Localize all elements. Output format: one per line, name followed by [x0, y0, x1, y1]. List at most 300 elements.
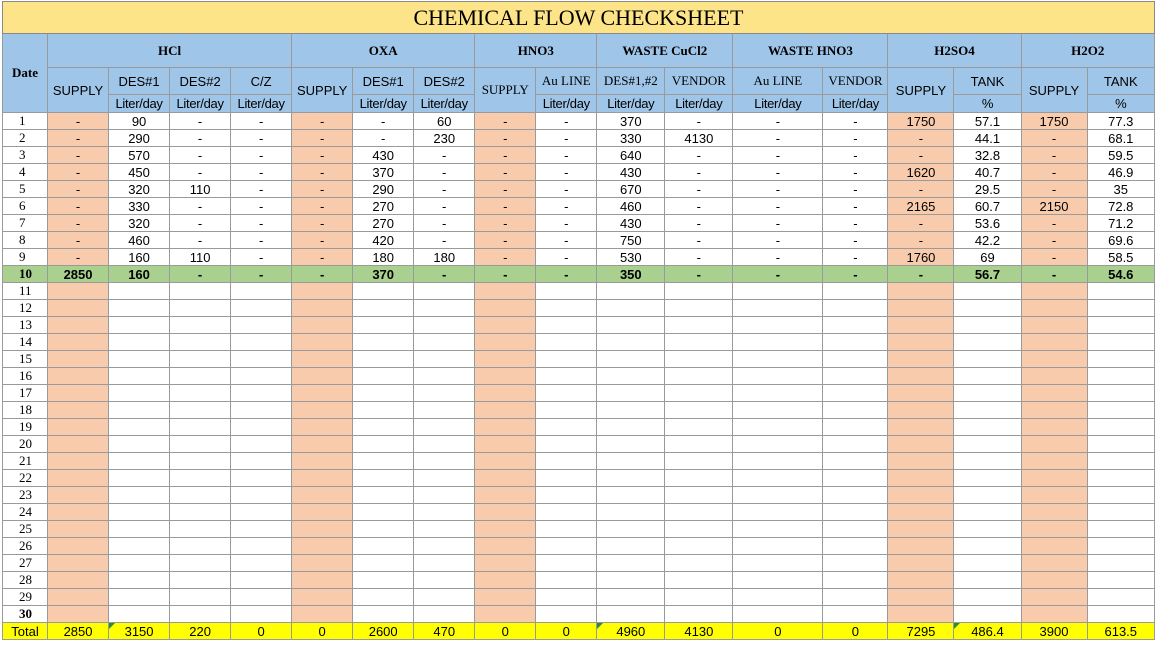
data-cell[interactable]: - [48, 232, 109, 249]
data-cell[interactable] [170, 436, 231, 453]
data-cell[interactable] [1021, 334, 1087, 351]
data-cell[interactable]: - [733, 198, 823, 215]
data-cell[interactable]: - [48, 215, 109, 232]
data-cell[interactable]: - [888, 181, 954, 198]
data-cell[interactable] [48, 606, 109, 623]
data-cell[interactable] [888, 419, 954, 436]
data-cell[interactable] [353, 385, 414, 402]
data-cell[interactable]: 430 [597, 164, 665, 181]
data-cell[interactable] [48, 521, 109, 538]
data-cell[interactable]: 57.1 [954, 113, 1021, 130]
data-cell[interactable]: - [414, 215, 475, 232]
data-cell[interactable] [353, 436, 414, 453]
data-cell[interactable]: - [888, 232, 954, 249]
data-cell[interactable] [536, 453, 597, 470]
data-cell[interactable] [888, 521, 954, 538]
data-cell[interactable]: - [665, 147, 733, 164]
data-cell[interactable]: - [888, 147, 954, 164]
data-cell[interactable] [665, 589, 733, 606]
data-cell[interactable]: - [170, 232, 231, 249]
data-cell[interactable] [475, 470, 536, 487]
data-cell[interactable] [954, 385, 1021, 402]
data-cell[interactable] [1021, 606, 1087, 623]
data-cell[interactable] [536, 368, 597, 385]
data-cell[interactable] [597, 368, 665, 385]
data-cell[interactable]: - [414, 198, 475, 215]
data-cell[interactable] [665, 402, 733, 419]
data-cell[interactable]: - [231, 215, 292, 232]
data-cell[interactable] [475, 300, 536, 317]
data-cell[interactable] [888, 572, 954, 589]
data-cell[interactable] [414, 470, 475, 487]
data-cell[interactable] [597, 436, 665, 453]
data-cell[interactable] [536, 283, 597, 300]
data-cell[interactable]: - [1021, 232, 1087, 249]
data-cell[interactable] [109, 470, 170, 487]
data-cell[interactable] [170, 368, 231, 385]
data-cell[interactable] [1021, 487, 1087, 504]
data-cell[interactable]: 570 [109, 147, 170, 164]
data-cell[interactable]: - [733, 266, 823, 283]
data-cell[interactable] [48, 317, 109, 334]
data-cell[interactable] [733, 555, 823, 572]
data-cell[interactable] [888, 453, 954, 470]
data-cell[interactable] [109, 487, 170, 504]
data-cell[interactable] [231, 589, 292, 606]
data-cell[interactable] [231, 334, 292, 351]
data-cell[interactable] [597, 538, 665, 555]
data-cell[interactable] [353, 317, 414, 334]
data-cell[interactable]: - [414, 147, 475, 164]
data-cell[interactable]: - [475, 249, 536, 266]
data-cell[interactable]: - [536, 232, 597, 249]
data-cell[interactable] [231, 555, 292, 572]
data-cell[interactable] [475, 572, 536, 589]
data-cell[interactable] [954, 470, 1021, 487]
total-cell[interactable]: 4960 [597, 623, 665, 640]
data-cell[interactable]: - [733, 215, 823, 232]
data-cell[interactable] [414, 555, 475, 572]
data-cell[interactable] [292, 572, 353, 589]
data-cell[interactable] [823, 436, 888, 453]
data-cell[interactable]: - [823, 113, 888, 130]
data-cell[interactable] [48, 589, 109, 606]
data-cell[interactable]: - [536, 164, 597, 181]
data-cell[interactable]: 110 [170, 181, 231, 198]
data-cell[interactable] [292, 402, 353, 419]
data-cell[interactable] [597, 453, 665, 470]
data-cell[interactable]: - [292, 232, 353, 249]
data-cell[interactable]: 29.5 [954, 181, 1021, 198]
data-cell[interactable]: - [1021, 164, 1087, 181]
data-cell[interactable] [109, 606, 170, 623]
data-cell[interactable] [536, 504, 597, 521]
data-cell[interactable]: - [536, 147, 597, 164]
data-cell[interactable] [823, 453, 888, 470]
data-cell[interactable]: 56.7 [954, 266, 1021, 283]
data-cell[interactable]: - [665, 181, 733, 198]
data-cell[interactable] [292, 351, 353, 368]
data-cell[interactable]: 2850 [48, 266, 109, 283]
data-cell[interactable] [536, 470, 597, 487]
data-cell[interactable] [665, 538, 733, 555]
data-cell[interactable] [954, 300, 1021, 317]
data-cell[interactable] [888, 606, 954, 623]
data-cell[interactable]: - [823, 198, 888, 215]
data-cell[interactable] [292, 555, 353, 572]
data-cell[interactable] [536, 589, 597, 606]
data-cell[interactable] [48, 487, 109, 504]
data-cell[interactable]: - [1021, 181, 1087, 198]
total-cell[interactable]: 0 [536, 623, 597, 640]
data-cell[interactable] [954, 419, 1021, 436]
data-cell[interactable] [733, 572, 823, 589]
data-cell[interactable] [109, 368, 170, 385]
data-cell[interactable] [823, 300, 888, 317]
data-cell[interactable]: 59.5 [1087, 147, 1154, 164]
data-cell[interactable] [170, 555, 231, 572]
data-cell[interactable] [1021, 589, 1087, 606]
data-cell[interactable]: 370 [597, 113, 665, 130]
data-cell[interactable] [1021, 385, 1087, 402]
data-cell[interactable]: - [292, 198, 353, 215]
data-cell[interactable] [414, 606, 475, 623]
data-cell[interactable] [733, 538, 823, 555]
data-cell[interactable]: - [231, 147, 292, 164]
data-cell[interactable]: - [823, 215, 888, 232]
data-cell[interactable] [823, 572, 888, 589]
data-cell[interactable] [475, 504, 536, 521]
data-cell[interactable]: 430 [597, 215, 665, 232]
data-cell[interactable] [231, 504, 292, 521]
data-cell[interactable]: 1750 [1021, 113, 1087, 130]
data-cell[interactable] [733, 317, 823, 334]
data-cell[interactable] [733, 606, 823, 623]
data-cell[interactable]: - [170, 266, 231, 283]
total-cell[interactable]: 3900 [1021, 623, 1087, 640]
data-cell[interactable]: 69 [954, 249, 1021, 266]
data-cell[interactable]: - [231, 130, 292, 147]
data-cell[interactable] [954, 351, 1021, 368]
data-cell[interactable]: 60.7 [954, 198, 1021, 215]
data-cell[interactable] [475, 555, 536, 572]
data-cell[interactable] [665, 453, 733, 470]
data-cell[interactable] [170, 317, 231, 334]
data-cell[interactable] [733, 334, 823, 351]
data-cell[interactable]: 44.1 [954, 130, 1021, 147]
data-cell[interactable] [48, 436, 109, 453]
data-cell[interactable] [353, 453, 414, 470]
data-cell[interactable] [823, 589, 888, 606]
data-cell[interactable]: 180 [414, 249, 475, 266]
data-cell[interactable]: - [231, 249, 292, 266]
data-cell[interactable] [109, 555, 170, 572]
data-cell[interactable]: 72.8 [1087, 198, 1154, 215]
data-cell[interactable] [1087, 555, 1154, 572]
data-cell[interactable] [1087, 283, 1154, 300]
data-cell[interactable]: - [665, 164, 733, 181]
data-cell[interactable]: 370 [353, 266, 414, 283]
total-cell[interactable]: 613.5 [1087, 623, 1154, 640]
data-cell[interactable] [733, 589, 823, 606]
data-cell[interactable]: 60 [414, 113, 475, 130]
data-cell[interactable] [665, 572, 733, 589]
data-cell[interactable] [733, 487, 823, 504]
data-cell[interactable]: - [475, 198, 536, 215]
data-cell[interactable] [536, 317, 597, 334]
data-cell[interactable] [823, 487, 888, 504]
data-cell[interactable] [733, 436, 823, 453]
data-cell[interactable] [475, 538, 536, 555]
data-cell[interactable]: - [536, 181, 597, 198]
data-cell[interactable]: - [665, 198, 733, 215]
data-cell[interactable] [597, 283, 665, 300]
data-cell[interactable] [823, 385, 888, 402]
data-cell[interactable]: - [536, 215, 597, 232]
total-cell[interactable]: 220 [170, 623, 231, 640]
data-cell[interactable] [414, 589, 475, 606]
data-cell[interactable]: - [48, 181, 109, 198]
data-cell[interactable] [823, 606, 888, 623]
data-cell[interactable] [414, 436, 475, 453]
data-cell[interactable]: - [475, 232, 536, 249]
data-cell[interactable] [292, 317, 353, 334]
data-cell[interactable] [536, 606, 597, 623]
data-cell[interactable] [353, 521, 414, 538]
data-cell[interactable] [109, 436, 170, 453]
data-cell[interactable]: - [231, 113, 292, 130]
data-cell[interactable] [231, 487, 292, 504]
data-cell[interactable]: - [665, 232, 733, 249]
data-cell[interactable]: 350 [597, 266, 665, 283]
data-cell[interactable] [414, 385, 475, 402]
data-cell[interactable] [597, 504, 665, 521]
data-cell[interactable] [475, 283, 536, 300]
data-cell[interactable] [475, 606, 536, 623]
data-cell[interactable] [536, 555, 597, 572]
data-cell[interactable] [733, 300, 823, 317]
data-cell[interactable] [1021, 555, 1087, 572]
data-cell[interactable] [170, 538, 231, 555]
data-cell[interactable] [475, 351, 536, 368]
data-cell[interactable]: - [414, 181, 475, 198]
total-cell[interactable]: 0 [292, 623, 353, 640]
data-cell[interactable]: - [292, 130, 353, 147]
data-cell[interactable]: - [888, 215, 954, 232]
data-cell[interactable] [170, 572, 231, 589]
data-cell[interactable]: 53.6 [954, 215, 1021, 232]
data-cell[interactable]: - [292, 181, 353, 198]
data-cell[interactable] [665, 487, 733, 504]
data-cell[interactable]: 32.8 [954, 147, 1021, 164]
data-cell[interactable] [48, 368, 109, 385]
data-cell[interactable]: - [475, 147, 536, 164]
data-cell[interactable] [733, 453, 823, 470]
data-cell[interactable] [414, 300, 475, 317]
data-cell[interactable]: - [231, 164, 292, 181]
data-cell[interactable]: - [231, 181, 292, 198]
data-cell[interactable]: 68.1 [1087, 130, 1154, 147]
data-cell[interactable] [170, 487, 231, 504]
data-cell[interactable] [353, 402, 414, 419]
data-cell[interactable] [954, 453, 1021, 470]
total-cell[interactable]: 4130 [665, 623, 733, 640]
data-cell[interactable]: - [536, 113, 597, 130]
data-cell[interactable] [536, 487, 597, 504]
data-cell[interactable]: - [665, 215, 733, 232]
data-cell[interactable] [475, 436, 536, 453]
data-cell[interactable] [823, 470, 888, 487]
data-cell[interactable] [536, 419, 597, 436]
data-cell[interactable]: 420 [353, 232, 414, 249]
data-cell[interactable] [733, 385, 823, 402]
data-cell[interactable] [292, 368, 353, 385]
data-cell[interactable]: - [823, 164, 888, 181]
data-cell[interactable]: - [536, 130, 597, 147]
data-cell[interactable] [954, 334, 1021, 351]
data-cell[interactable] [292, 385, 353, 402]
data-cell[interactable] [665, 300, 733, 317]
data-cell[interactable] [109, 300, 170, 317]
data-cell[interactable] [353, 283, 414, 300]
data-cell[interactable] [1087, 300, 1154, 317]
data-cell[interactable] [888, 351, 954, 368]
data-cell[interactable] [733, 351, 823, 368]
data-cell[interactable] [733, 419, 823, 436]
data-cell[interactable]: - [733, 113, 823, 130]
data-cell[interactable]: 2165 [888, 198, 954, 215]
data-cell[interactable]: 270 [353, 215, 414, 232]
data-cell[interactable] [888, 317, 954, 334]
data-cell[interactable] [414, 419, 475, 436]
data-cell[interactable] [109, 385, 170, 402]
data-cell[interactable] [1087, 385, 1154, 402]
data-cell[interactable] [597, 589, 665, 606]
data-cell[interactable] [665, 283, 733, 300]
data-cell[interactable] [353, 368, 414, 385]
data-cell[interactable] [353, 504, 414, 521]
data-cell[interactable]: 2150 [1021, 198, 1087, 215]
data-cell[interactable]: - [475, 266, 536, 283]
data-cell[interactable]: - [823, 232, 888, 249]
data-cell[interactable] [231, 538, 292, 555]
data-cell[interactable] [292, 606, 353, 623]
data-cell[interactable] [353, 419, 414, 436]
data-cell[interactable] [231, 300, 292, 317]
data-cell[interactable]: 1750 [888, 113, 954, 130]
data-cell[interactable] [1021, 572, 1087, 589]
data-cell[interactable]: - [888, 266, 954, 283]
data-cell[interactable] [888, 470, 954, 487]
data-cell[interactable]: - [48, 113, 109, 130]
data-cell[interactable]: - [475, 181, 536, 198]
data-cell[interactable]: - [353, 130, 414, 147]
data-cell[interactable] [292, 453, 353, 470]
data-cell[interactable] [1087, 436, 1154, 453]
data-cell[interactable]: 670 [597, 181, 665, 198]
data-cell[interactable] [1087, 317, 1154, 334]
total-cell[interactable]: 486.4 [954, 623, 1021, 640]
data-cell[interactable] [170, 606, 231, 623]
total-cell[interactable]: 0 [475, 623, 536, 640]
data-cell[interactable] [353, 334, 414, 351]
data-cell[interactable] [109, 402, 170, 419]
data-cell[interactable] [475, 589, 536, 606]
data-cell[interactable] [823, 334, 888, 351]
data-cell[interactable] [536, 385, 597, 402]
data-cell[interactable] [170, 521, 231, 538]
data-cell[interactable] [888, 538, 954, 555]
data-cell[interactable]: - [823, 266, 888, 283]
data-cell[interactable] [597, 351, 665, 368]
data-cell[interactable] [954, 283, 1021, 300]
data-cell[interactable] [597, 402, 665, 419]
data-cell[interactable]: - [823, 249, 888, 266]
data-cell[interactable] [48, 334, 109, 351]
data-cell[interactable] [888, 334, 954, 351]
data-cell[interactable] [231, 470, 292, 487]
data-cell[interactable] [231, 368, 292, 385]
data-cell[interactable] [475, 334, 536, 351]
data-cell[interactable] [48, 453, 109, 470]
data-cell[interactable]: - [1021, 215, 1087, 232]
data-cell[interactable] [665, 504, 733, 521]
data-cell[interactable]: - [414, 266, 475, 283]
data-cell[interactable] [1087, 334, 1154, 351]
data-cell[interactable] [888, 555, 954, 572]
data-cell[interactable]: - [231, 232, 292, 249]
data-cell[interactable] [170, 589, 231, 606]
data-cell[interactable] [823, 368, 888, 385]
data-cell[interactable] [1087, 402, 1154, 419]
data-cell[interactable]: 77.3 [1087, 113, 1154, 130]
data-cell[interactable] [1021, 283, 1087, 300]
data-cell[interactable] [665, 606, 733, 623]
data-cell[interactable] [888, 368, 954, 385]
data-cell[interactable] [888, 487, 954, 504]
data-cell[interactable]: - [823, 181, 888, 198]
data-cell[interactable]: - [170, 147, 231, 164]
data-cell[interactable] [954, 606, 1021, 623]
data-cell[interactable]: - [536, 266, 597, 283]
data-cell[interactable]: - [733, 232, 823, 249]
data-cell[interactable] [475, 487, 536, 504]
data-cell[interactable] [733, 521, 823, 538]
data-cell[interactable]: 320 [109, 215, 170, 232]
data-cell[interactable]: - [536, 249, 597, 266]
data-cell[interactable] [109, 572, 170, 589]
data-cell[interactable]: 1760 [888, 249, 954, 266]
data-cell[interactable] [888, 504, 954, 521]
data-cell[interactable] [231, 385, 292, 402]
data-cell[interactable] [414, 521, 475, 538]
data-cell[interactable] [353, 487, 414, 504]
data-cell[interactable] [536, 300, 597, 317]
data-cell[interactable]: - [48, 249, 109, 266]
data-cell[interactable] [109, 419, 170, 436]
data-cell[interactable] [1087, 572, 1154, 589]
data-cell[interactable] [665, 419, 733, 436]
data-cell[interactable] [536, 334, 597, 351]
data-cell[interactable] [597, 521, 665, 538]
data-cell[interactable] [109, 521, 170, 538]
data-cell[interactable]: 320 [109, 181, 170, 198]
data-cell[interactable] [231, 606, 292, 623]
data-cell[interactable] [1087, 470, 1154, 487]
total-cell[interactable]: 0 [823, 623, 888, 640]
total-cell[interactable]: 7295 [888, 623, 954, 640]
data-cell[interactable] [954, 572, 1021, 589]
